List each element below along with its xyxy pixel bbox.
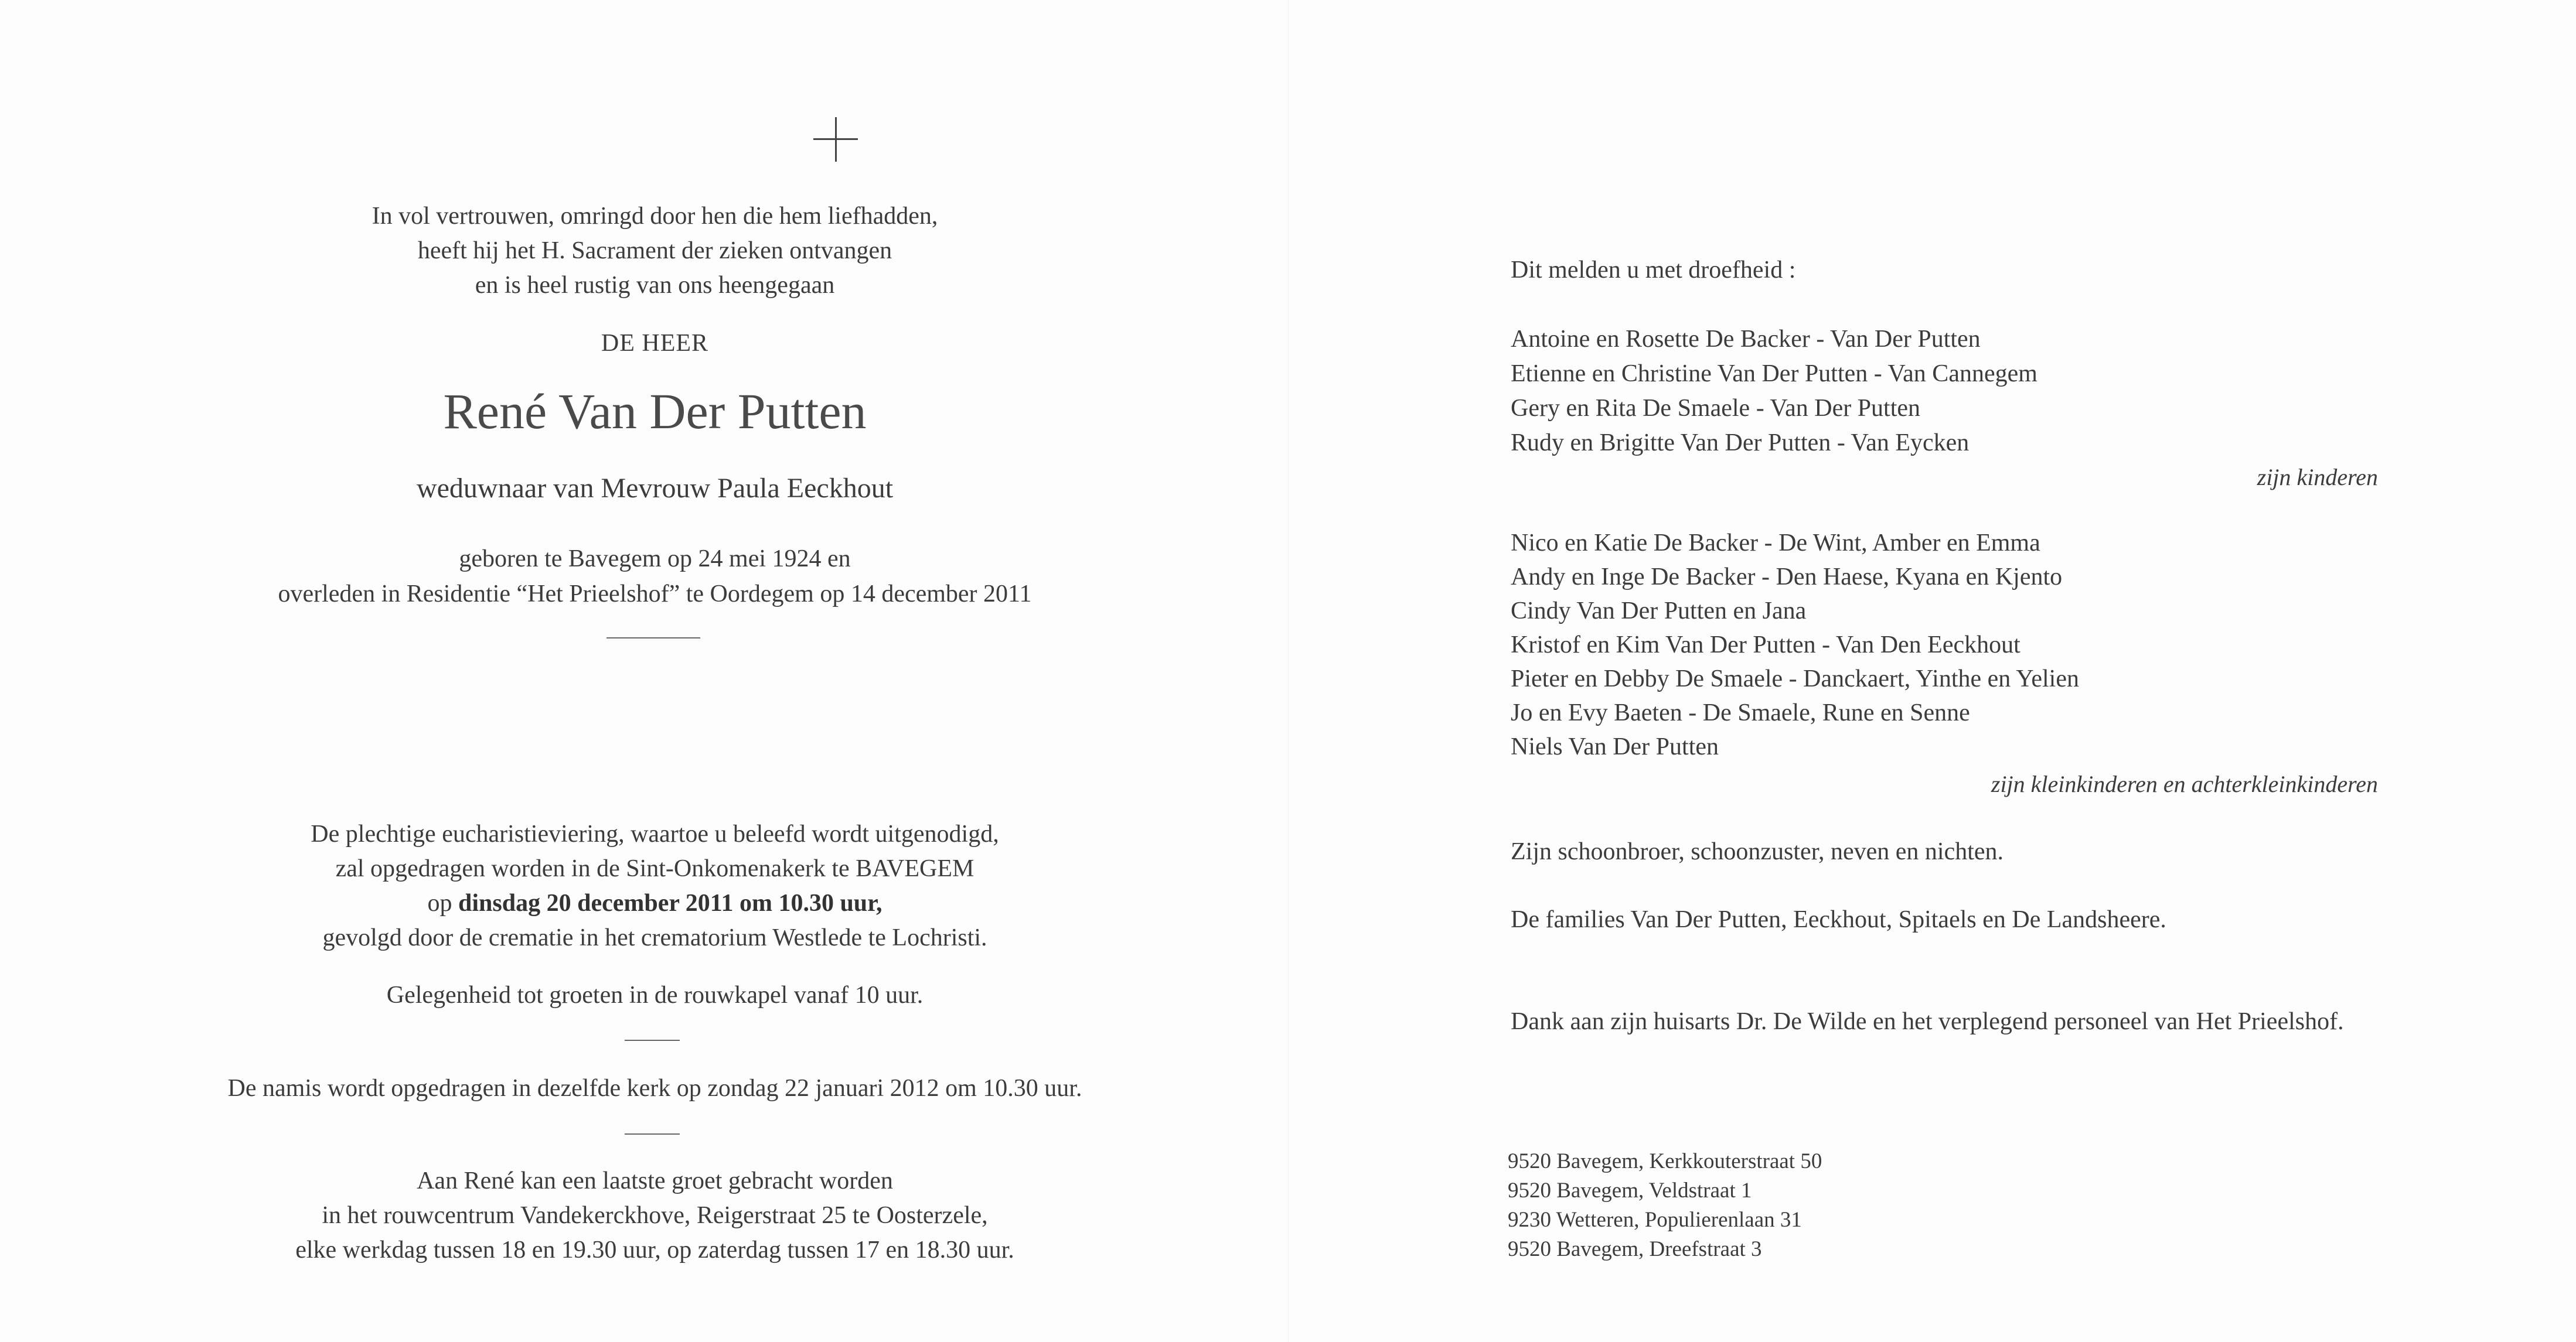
announcement: Dit melden u met droefheid : (1511, 257, 1796, 284)
last-greeting-line-1: Aan René kan een laatste groet gebracht worden (417, 1167, 893, 1194)
address-line: 9520 Bavegem, Dreefstraat 3 (1508, 1237, 1762, 1261)
divider (625, 1040, 680, 1041)
card-fold (1288, 0, 1289, 1342)
children-role: zijn kinderen (2257, 464, 2378, 490)
child-entry: Gery en Rita De Smaele - Van Der Putten (1511, 395, 1921, 422)
grandchild-entry: Niels Van Der Putten (1511, 733, 1719, 760)
latin-cross-icon (813, 117, 858, 162)
deceased-name: René Van Der Putten (443, 383, 867, 439)
grandchild-entry: Pieter en Debby De Smaele - Danckaert, Yinthe en Yelien (1511, 665, 2079, 692)
address-line: 9230 Wetteren, Populierenlaan 31 (1508, 1208, 1802, 1232)
service-line-4: gevolgd door de crematie in het crematorium Westlede te Lochristi. (322, 924, 987, 951)
service-date: dinsdag 20 december 2011 om 10.30 uur, (458, 890, 882, 917)
service-line-1: De plechtige eucharistieviering, waartoe u beleefd wordt uitgenodigd, (311, 821, 999, 848)
divider (606, 637, 700, 638)
last-greeting-line-2: in het rouwcentrum Vandekerckhove, Reigerstraat 25 te Oosterzele, (322, 1202, 988, 1229)
grandchild-entry: Jo en Evy Baeten - De Smaele, Rune en Senne (1511, 699, 1970, 726)
address-line: 9520 Bavegem, Kerkkouterstraat 50 (1508, 1149, 1822, 1173)
grandchild-entry: Nico en Katie De Backer - De Wint, Amber en Emma (1511, 530, 2040, 556)
thanks-line: Dank aan zijn huisarts Dr. De Wilde en het verplegend personeel van Het Prieelshof. (1511, 1008, 2344, 1035)
grandchild-entry: Cindy Van Der Putten en Jana (1511, 597, 1807, 624)
intro-line-2: heeft hij het H. Sacrament der zieken ontvangen (417, 237, 892, 264)
intro-line-1: In vol vertrouwen, omringd door hen die hem liefhadden, (372, 203, 938, 230)
child-entry: Antoine en Rosette De Backer - Van Der Putten (1511, 326, 1981, 353)
intro-line-3: en is heel rustig van ons heengegaan (475, 272, 835, 299)
grandchildren-role: zijn kleinkinderen en achterkleinkinderen (1991, 771, 2378, 797)
death-line: overleden in Residentie “Het Prieelshof” te Oordegem op 14 december 2011 (278, 580, 1032, 607)
birth-line: geboren te Bavegem op 24 mei 1924 en (459, 545, 851, 572)
child-entry: Etienne en Christine Van Der Putten - Van Cannegem (1511, 360, 2037, 387)
families-line: De families Van Der Putten, Eeckhout, Spitaels en De Landsheere. (1511, 906, 2166, 933)
service-line-2: zal opgedragen worden in de Sint-Onkomenakerk te BAVEGEM (335, 855, 974, 882)
address-line: 9520 Bavegem, Veldstraat 1 (1508, 1179, 1752, 1203)
child-entry: Rudy en Brigitte Van Der Putten - Van Eycken (1511, 429, 1970, 456)
grandchild-entry: Andy en Inge De Backer - Den Haese, Kyana en Kjento (1511, 564, 2063, 590)
last-greeting-line-3: elke werkdag tussen 18 en 19.30 uur, op zaterdag tussen 17 en 18.30 uur. (295, 1237, 1014, 1264)
in-laws-line: Zijn schoonbroer, schoonzuster, neven en nichten. (1511, 838, 2004, 865)
grandchild-entry: Kristof en Kim Van Der Putten - Van Den Eeckhout (1511, 631, 2020, 658)
honorific: DE HEER (601, 330, 709, 357)
greeting-line: Gelegenheid tot groeten in de rouwkapel vanaf 10 uur. (386, 982, 924, 1009)
month-mass-line: De namis wordt opgedragen in dezelfde kerk op zondag 22 januari 2012 om 10.30 uur. (227, 1075, 1082, 1102)
service-line-3: op dinsdag 20 december 2011 om 10.30 uur, (427, 890, 882, 917)
widower-of: weduwnaar van Mevrouw Paula Eeckhout (416, 473, 894, 504)
divider (625, 1133, 680, 1135)
